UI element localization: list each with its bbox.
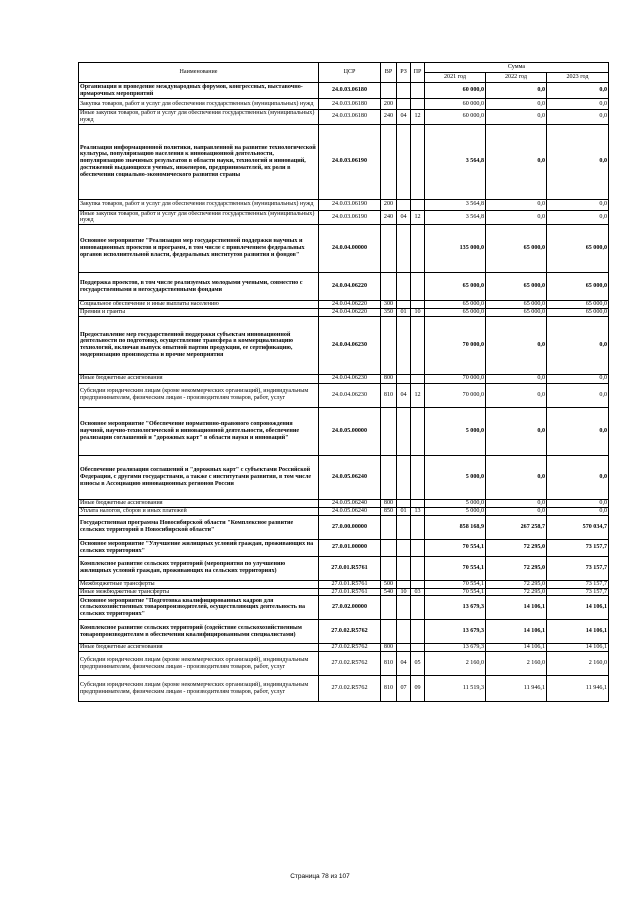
row-csr: 24.0.03.06180	[319, 83, 381, 99]
row-vr: 810	[381, 676, 397, 702]
table-row	[79, 539, 609, 556]
row-name: Иные закупки товаров, работ и услуг для обеспечения государственных (муниципальных) нужд	[79, 110, 319, 125]
row-csr: 24.0.03.06180	[319, 99, 381, 110]
row-value-2023: 2 160,0	[547, 652, 609, 676]
row-rz: 04	[397, 652, 411, 676]
row-vr	[381, 515, 397, 539]
row-rz	[397, 455, 411, 499]
row-pr	[411, 273, 425, 301]
row-value-2022: 0,0	[486, 99, 547, 110]
table-row	[79, 644, 609, 652]
row-rz	[397, 620, 411, 644]
row-name: Основное мероприятие "Улучшение жилищных условий граждан, проживающих на сельских территориях"	[79, 539, 319, 556]
row-csr: 24.0.05.06240	[319, 499, 381, 507]
row-value-2023: 73 157,7	[547, 588, 609, 596]
row-name: Основное мероприятие "Реализация мер государственной поддержки научных и инновационных проектов и программ, в том числе с привлечением федеральных органов исполнительной власти, федеральных институтов развития и фондов"	[79, 225, 319, 273]
row-value-2021: 70 000,0	[425, 316, 486, 374]
table-row	[79, 308, 609, 316]
row-value-2021: 5 000,0	[425, 455, 486, 499]
row-vr: 810	[381, 383, 397, 407]
row-value-2021: 3 564,8	[425, 199, 486, 210]
row-value-2021: 60 000,0	[425, 83, 486, 99]
row-rz	[397, 225, 411, 273]
row-value-2021: 70 554,1	[425, 588, 486, 596]
table-row	[79, 676, 609, 702]
row-csr: 27.0.01.00000	[319, 539, 381, 556]
row-value-2021: 70 554,1	[425, 580, 486, 588]
row-value-2021: 65 000,0	[425, 308, 486, 316]
row-csr: 27.0.00.00000	[319, 515, 381, 539]
row-value-2022: 65 000,0	[486, 308, 547, 316]
row-csr: 27.0.02.R5762	[319, 676, 381, 702]
row-csr: 24.0.05.06240	[319, 507, 381, 515]
row-rz	[397, 644, 411, 652]
header-sum: Сумма	[425, 63, 609, 73]
table-row	[79, 580, 609, 588]
row-rz	[397, 301, 411, 309]
row-value-2021: 13 679,3	[425, 644, 486, 652]
row-value-2023: 14 106,1	[547, 596, 609, 620]
row-value-2022: 65 000,0	[486, 225, 547, 273]
row-value-2022: 0,0	[486, 499, 547, 507]
row-rz: 01	[397, 308, 411, 316]
row-value-2022: 0,0	[486, 124, 547, 199]
row-name: Поддержка проектов, в том числе реализуемых молодыми учеными, совместно с государственными и негосударственными фондами	[79, 273, 319, 301]
row-value-2021: 2 160,0	[425, 652, 486, 676]
table-row	[79, 210, 609, 225]
row-value-2021: 5 000,0	[425, 507, 486, 515]
row-pr: 09	[411, 676, 425, 702]
row-value-2023: 14 106,1	[547, 644, 609, 652]
row-name: Предоставление мер государственной поддержки субъектам инновационной деятельности по подготовку, осуществление трансфера в коммерциализацию технологий, включая выпуск опытной партии продукции, ее сертификацию, модернизацию производства и прочие мероприятия	[79, 316, 319, 374]
table-row	[79, 455, 609, 499]
row-name: Межбюджетные трансферты	[79, 580, 319, 588]
row-value-2021: 3 564,8	[425, 124, 486, 199]
row-pr: 05	[411, 652, 425, 676]
row-vr	[381, 83, 397, 99]
table-row	[79, 374, 609, 383]
row-vr	[381, 455, 397, 499]
row-name: Иные бюджетные ассигнования	[79, 644, 319, 652]
table-row	[79, 515, 609, 539]
row-pr	[411, 316, 425, 374]
row-name: Основное мероприятие "Обеспечение нормативно-правового сопровождения научной, научно-технологической и инновационной деятельности, обеспечение реализации соглашений и "дорожных карт" в области науки и инноваций"	[79, 407, 319, 455]
row-value-2021: 13 679,3	[425, 620, 486, 644]
row-vr: 200	[381, 199, 397, 210]
row-value-2023: 0,0	[547, 110, 609, 125]
row-vr	[381, 316, 397, 374]
row-value-2022: 72 295,0	[486, 556, 547, 580]
row-value-2023: 0,0	[547, 210, 609, 225]
row-pr	[411, 556, 425, 580]
row-pr: 13	[411, 507, 425, 515]
row-vr	[381, 556, 397, 580]
row-value-2022: 0,0	[486, 455, 547, 499]
row-csr: 24.0.05.06240	[319, 455, 381, 499]
row-name: Государственная программа Новосибирской области "Комплексное развитие сельских территорий в Новосибирской области"	[79, 515, 319, 539]
header-name: Наименование	[79, 63, 319, 83]
row-value-2021: 70 000,0	[425, 383, 486, 407]
row-pr	[411, 515, 425, 539]
row-pr	[411, 124, 425, 199]
row-rz	[397, 273, 411, 301]
row-pr	[411, 644, 425, 652]
table-row	[79, 301, 609, 309]
header-vr: ВР	[381, 63, 397, 83]
row-value-2022: 0,0	[486, 83, 547, 99]
row-vr	[381, 407, 397, 455]
row-csr: 24.0.04.06230	[319, 316, 381, 374]
table-row	[79, 124, 609, 199]
row-vr: 800	[381, 374, 397, 383]
row-pr	[411, 596, 425, 620]
row-vr	[381, 273, 397, 301]
row-value-2021: 135 000,0	[425, 225, 486, 273]
row-rz	[397, 374, 411, 383]
table-row	[79, 596, 609, 620]
row-value-2022: 72 295,0	[486, 588, 547, 596]
row-name: Организация и проведение международных форумов, конгрессных, выставочно-ярмарочных мероприятий	[79, 83, 319, 99]
row-pr	[411, 99, 425, 110]
row-name: Обеспечение реализации соглашений и "дорожных карт" с субъектами Российской Федерации, с другими государствами, а также с институтами развития, в том числе взносы в Ассоциацию инновационных регионов России	[79, 455, 319, 499]
row-name: Уплата налогов, сборов и иных платежей	[79, 507, 319, 515]
table-row	[79, 507, 609, 515]
row-value-2023: 0,0	[547, 383, 609, 407]
row-value-2023: 0,0	[547, 507, 609, 515]
header-year-2022: 2022 год	[486, 73, 547, 83]
row-value-2023: 65 000,0	[547, 308, 609, 316]
row-value-2021: 11 519,3	[425, 676, 486, 702]
row-csr: 27.0.02.00000	[319, 596, 381, 620]
row-vr: 240	[381, 110, 397, 125]
row-csr: 24.0.04.06230	[319, 374, 381, 383]
row-vr	[381, 596, 397, 620]
row-value-2023: 65 000,0	[547, 225, 609, 273]
row-pr: 12	[411, 110, 425, 125]
row-rz	[397, 316, 411, 374]
table-body	[79, 83, 609, 702]
row-value-2023: 0,0	[547, 199, 609, 210]
row-value-2022: 0,0	[486, 374, 547, 383]
row-csr: 24.0.04.00000	[319, 225, 381, 273]
row-value-2023: 570 034,7	[547, 515, 609, 539]
row-rz	[397, 199, 411, 210]
page-number: Страница 78 из 107	[290, 873, 350, 880]
row-csr: 27.0.01.R5761	[319, 580, 381, 588]
row-pr: 03	[411, 588, 425, 596]
header-csr: ЦСР	[319, 63, 381, 83]
row-name: Основное мероприятие "Подготовка квалифицированных кадров для сельскохозяйственных товаропроизводителей, осуществляющих деятельность на сельских территориях"	[79, 596, 319, 620]
row-csr: 24.0.04.06220	[319, 301, 381, 309]
row-vr: 800	[381, 499, 397, 507]
row-csr: 24.0.03.06190	[319, 124, 381, 199]
row-value-2022: 72 295,0	[486, 580, 547, 588]
row-csr: 27.0.02.R5762	[319, 620, 381, 644]
row-vr	[381, 225, 397, 273]
row-rz	[397, 539, 411, 556]
row-vr: 500	[381, 580, 397, 588]
row-value-2022: 14 106,1	[486, 644, 547, 652]
row-vr	[381, 539, 397, 556]
row-value-2022: 72 295,0	[486, 539, 547, 556]
row-rz	[397, 83, 411, 99]
row-vr: 540	[381, 588, 397, 596]
row-csr: 24.0.05.00000	[319, 407, 381, 455]
row-pr	[411, 225, 425, 273]
table-row	[79, 499, 609, 507]
row-value-2021: 5 000,0	[425, 407, 486, 455]
row-value-2022: 0,0	[486, 210, 547, 225]
header-pr: ПР	[411, 63, 425, 83]
row-csr: 27.0.02.R5762	[319, 652, 381, 676]
row-value-2023: 73 157,7	[547, 556, 609, 580]
row-rz	[397, 596, 411, 620]
row-vr: 800	[381, 644, 397, 652]
table-row	[79, 652, 609, 676]
row-pr	[411, 455, 425, 499]
header-year-2021: 2021 год	[425, 73, 486, 83]
header-rz: РЗ	[397, 63, 411, 83]
row-csr: 27.0.01.R5761	[319, 556, 381, 580]
table-row	[79, 620, 609, 644]
row-vr	[381, 620, 397, 644]
row-value-2022: 267 258,7	[486, 515, 547, 539]
row-csr: 24.0.03.06190	[319, 210, 381, 225]
row-vr: 240	[381, 210, 397, 225]
row-value-2022: 0,0	[486, 199, 547, 210]
table-row	[79, 225, 609, 273]
row-value-2021: 65 000,0	[425, 301, 486, 309]
row-value-2021: 70 554,1	[425, 556, 486, 580]
row-value-2023: 0,0	[547, 455, 609, 499]
row-name: Комплексное развитие сельских территорий (содействие сельскохозяйственным товаропроизводителям в обеспечении квалифицированными специалистами)	[79, 620, 319, 644]
row-rz	[397, 580, 411, 588]
row-rz: 04	[397, 383, 411, 407]
row-csr: 24.0.04.06220	[319, 273, 381, 301]
row-name: Закупка товаров, работ и услуг для обеспечения государственных (муниципальных) нужд	[79, 99, 319, 110]
row-csr: 27.0.01.R5761	[319, 588, 381, 596]
row-name: Иные межбюджетные трансферты	[79, 588, 319, 596]
row-value-2022: 65 000,0	[486, 301, 547, 309]
row-vr: 200	[381, 99, 397, 110]
row-value-2022: 14 106,1	[486, 620, 547, 644]
row-name: Иные бюджетные ассигнования	[79, 374, 319, 383]
row-name: Субсидии юридическим лицам (кроме некоммерческих организаций), индивидуальным предпринимателям, физическим лицам - производителям товаров, работ, услуг	[79, 676, 319, 702]
row-value-2021: 60 000,0	[425, 99, 486, 110]
row-value-2023: 0,0	[547, 407, 609, 455]
row-vr: 850	[381, 507, 397, 515]
row-csr: 24.0.03.06190	[319, 199, 381, 210]
row-name: Субсидии юридическим лицам (кроме некоммерческих организаций), индивидуальным предпринимателям, физическим лицам - производителям товаров, работ, услуг	[79, 383, 319, 407]
row-rz: 10	[397, 588, 411, 596]
row-value-2022: 11 946,1	[486, 676, 547, 702]
row-name: Субсидии юридическим лицам (кроме некоммерческих организаций), индивидуальным предпринимателям, физическим лицам - производителям товаров, работ, услуг	[79, 652, 319, 676]
row-pr: 10	[411, 308, 425, 316]
row-rz	[397, 499, 411, 507]
row-rz: 04	[397, 210, 411, 225]
budget-document-page	[78, 62, 608, 702]
table-row	[79, 383, 609, 407]
row-rz	[397, 515, 411, 539]
table-row	[79, 199, 609, 210]
row-value-2021: 13 679,3	[425, 596, 486, 620]
row-value-2021: 3 564,8	[425, 210, 486, 225]
row-value-2023: 0,0	[547, 499, 609, 507]
row-csr: 24.0.04.06230	[319, 383, 381, 407]
row-rz	[397, 556, 411, 580]
row-rz: 07	[397, 676, 411, 702]
row-vr: 300	[381, 301, 397, 309]
table-row	[79, 556, 609, 580]
row-value-2021: 60 000,0	[425, 110, 486, 125]
budget-table	[78, 62, 609, 702]
row-value-2022: 2 160,0	[486, 652, 547, 676]
row-name: Закупка товаров, работ и услуг для обеспечения государственных (муниципальных) нужд	[79, 199, 319, 210]
table-row	[79, 83, 609, 99]
row-value-2023: 73 157,7	[547, 580, 609, 588]
table-row	[79, 316, 609, 374]
table-row	[79, 588, 609, 596]
row-value-2023: 0,0	[547, 99, 609, 110]
row-pr: 12	[411, 210, 425, 225]
row-value-2022: 65 000,0	[486, 273, 547, 301]
table-row	[79, 407, 609, 455]
row-name: Реализация информационной политики, направленной на развитие технологической культуры, популяризацию населения к инновационной деятельности, популяризацию значимых результатов в области науки, технологий и инноваций, достижений выдающихся ученых, инженеров, предпринимателей, их роли в обеспечении социально-экономического развития страны	[79, 124, 319, 199]
row-value-2021: 5 000,0	[425, 499, 486, 507]
row-name: Иные закупки товаров, работ и услуг для обеспечения государственных (муниципальных) нужд	[79, 210, 319, 225]
row-pr	[411, 301, 425, 309]
row-vr: 810	[381, 652, 397, 676]
row-name: Социальное обеспечение и иные выплаты населению	[79, 301, 319, 309]
row-rz	[397, 124, 411, 199]
row-value-2023: 65 000,0	[547, 301, 609, 309]
row-pr	[411, 539, 425, 556]
row-csr: 24.0.03.06180	[319, 110, 381, 125]
row-pr	[411, 620, 425, 644]
row-vr: 350	[381, 308, 397, 316]
row-value-2021: 70 000,0	[425, 374, 486, 383]
row-value-2023: 0,0	[547, 83, 609, 99]
row-value-2022: 0,0	[486, 383, 547, 407]
row-value-2023: 0,0	[547, 124, 609, 199]
row-name: Комплексное развитие сельских территорий (мероприятия по улучшению жилищных условий граждан, проживающих на сельских территориях)	[79, 556, 319, 580]
row-pr: 12	[411, 383, 425, 407]
row-value-2022: 0,0	[486, 407, 547, 455]
header-year-2023: 2023 год	[547, 73, 609, 83]
row-value-2023: 0,0	[547, 374, 609, 383]
row-value-2023: 73 157,7	[547, 539, 609, 556]
row-pr	[411, 407, 425, 455]
row-value-2023: 11 946,1	[547, 676, 609, 702]
row-csr: 27.0.02.R5762	[319, 644, 381, 652]
row-rz: 01	[397, 507, 411, 515]
row-vr	[381, 124, 397, 199]
row-value-2021: 858 168,9	[425, 515, 486, 539]
row-name: Иные бюджетные ассигнования	[79, 499, 319, 507]
row-pr	[411, 374, 425, 383]
row-csr: 24.0.04.06220	[319, 308, 381, 316]
table-row	[79, 99, 609, 110]
row-value-2022: 0,0	[486, 110, 547, 125]
table-row	[79, 273, 609, 301]
row-pr	[411, 199, 425, 210]
row-value-2022: 0,0	[486, 316, 547, 374]
row-rz	[397, 99, 411, 110]
row-value-2023: 14 106,1	[547, 620, 609, 644]
row-value-2022: 0,0	[486, 507, 547, 515]
row-value-2022: 14 106,1	[486, 596, 547, 620]
row-value-2023: 0,0	[547, 316, 609, 374]
row-rz	[397, 407, 411, 455]
row-pr	[411, 499, 425, 507]
table-row	[79, 110, 609, 125]
row-name: Премии и гранты	[79, 308, 319, 316]
row-value-2023: 65 000,0	[547, 273, 609, 301]
row-rz: 04	[397, 110, 411, 125]
row-pr	[411, 580, 425, 588]
row-value-2021: 65 000,0	[425, 273, 486, 301]
row-pr	[411, 83, 425, 99]
row-value-2021: 70 554,1	[425, 539, 486, 556]
